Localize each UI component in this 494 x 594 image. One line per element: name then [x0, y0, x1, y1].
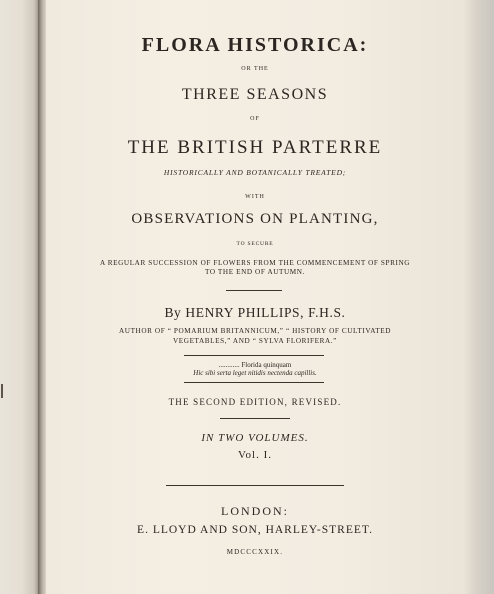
publication-city: LONDON: — [221, 504, 289, 518]
or-the-text: OR THE — [241, 66, 269, 72]
volume-number: Vol. I. — [238, 449, 272, 461]
volumes-line: IN TWO VOLUMES. — [201, 432, 309, 444]
publisher-line: E. LLOYD AND SON, HARLEY-STREET. — [137, 524, 373, 536]
divider-rule — [184, 382, 324, 383]
book-title: FLORA HISTORICA: — [141, 34, 369, 56]
author-credits-line-2: VEGETABLES,” AND “ SYLVA FLORIFERA.” — [173, 337, 337, 345]
epigraph-line-2: Hic sibi serta leget nitidis nectenda capillis. — [193, 369, 317, 377]
facing-page — [0, 0, 40, 594]
author-line: By HENRY PHILLIPS, F.H.S. — [164, 305, 346, 320]
british-parterre-heading: THE BRITISH PARTERRE — [127, 137, 383, 158]
observations-heading: OBSERVATIONS ON PLANTING, — [131, 211, 379, 227]
divider-rule — [226, 290, 282, 291]
divider-rule — [184, 355, 324, 356]
succession-line-1: A REGULAR SUCCESSION OF FLOWERS FROM THE COMMENCEMENT OF SPRING — [99, 259, 411, 267]
with-text: WITH — [245, 194, 265, 200]
divider-rule — [166, 485, 344, 486]
epigraph-line-1: ............ Florida quinquam — [218, 361, 292, 369]
succession-line-2: TO THE END OF AUTUMN. — [205, 268, 305, 276]
of-text: OF — [250, 116, 260, 122]
divider-rule — [220, 418, 290, 419]
three-seasons-heading: THREE SEASONS — [181, 86, 329, 103]
edition-line: THE SECOND EDITION, REVISED. — [168, 397, 342, 407]
facing-page-mark — [1, 384, 3, 398]
author-credits-line-1: AUTHOR OF “ POMARIUM BRITANNICUM,” “ HISTORY OF CULTIVATED — [118, 327, 391, 335]
publication-year: MDCCCXXIX. — [226, 548, 284, 556]
page-edge — [464, 0, 494, 594]
to-secure-text: TO SECURE — [236, 241, 274, 247]
subtitle: HISTORICALLY AND BOTANICALLY TREATED; — [163, 168, 347, 177]
title-page — [46, 0, 464, 594]
